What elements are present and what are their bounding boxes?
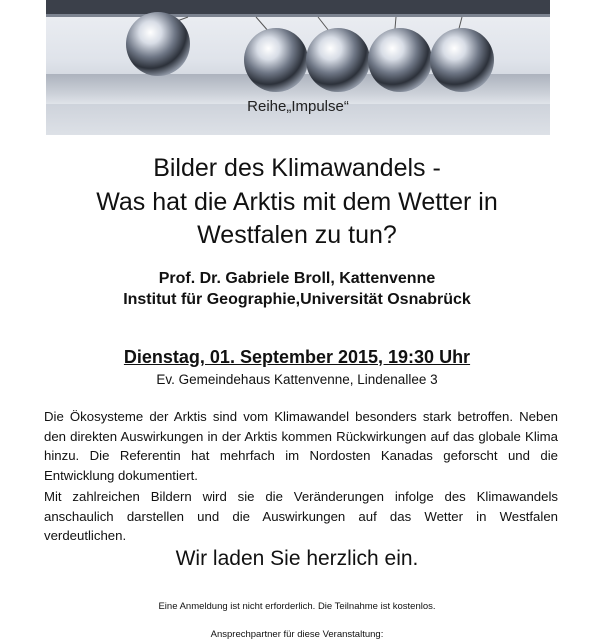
event-venue: Ev. Gemeindehaus Kattenvenne, Lindenallee 3 [156,372,438,387]
registration-note: Eine Anmeldung ist nicht erforderlich. Die Teilnahme ist kostenlos. [158,601,436,612]
swinging-ball [126,12,190,76]
description-paragraph-2: Mit zahlreichen Bildern wird sie die Veränderungen infolge des Klimawandels anschaulich darstellen und die Auswirkungen auf das Wetter in Westfalen verdeutlichen. [44,489,558,543]
title-line-2: Was hat die Arktis mit dem Wetter in [96,188,498,216]
speaker-institute: Institut für Geographie,Universität Osnabrück [123,291,471,308]
event-date: Dienstag, 01. September 2015, 19:30 Uhr [123,347,471,367]
cradle-ball [244,28,308,92]
cradle-ball [368,28,432,92]
description-paragraph-1: Die Ökosysteme der Arktis sind vom Klimawandel besonders stark betroffen. Neben den direkten Auswirkungen in der Arktis kommen Rückwirkungen auf das globale Klima hinzu. Die Referentin hat mehrfach im Nordosten Kanadas geforscht und die Entwicklung dokumentiert. [44,409,558,483]
cradle-ball [306,28,370,92]
header-banner [46,0,550,135]
series-label: Reihe„Impulse“ [247,98,349,115]
invitation-text: Wir laden Sie herzlich ein. [175,547,419,570]
title-line-1: Bilder des Klimawandels - [153,154,441,182]
speaker-name: Prof. Dr. Gabriele Broll, Kattenvenne [158,270,436,287]
contact-heading: Ansprechpartner für diese Veranstaltung: [210,629,384,640]
title-line-3: Westfalen zu tun? [197,221,397,249]
cradle-ball [430,28,494,92]
